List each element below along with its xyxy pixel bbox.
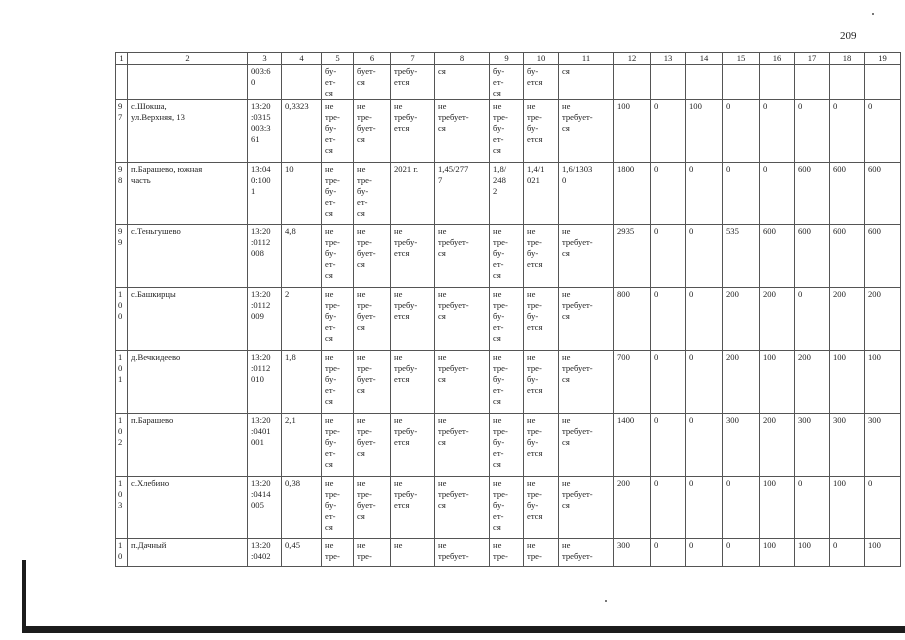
column-header-10: 10 xyxy=(524,53,559,65)
col11-cell: не требует- ся xyxy=(559,414,614,477)
col19-cell: 200 xyxy=(865,288,901,351)
area-cell: 2 xyxy=(282,288,322,351)
scan-speck xyxy=(605,600,607,602)
column-header-1: 1 xyxy=(116,53,128,65)
col14-cell: 0 xyxy=(686,539,723,567)
col12-cell: 300 xyxy=(614,539,651,567)
cadastral-number-cell: 003:6 0 xyxy=(248,65,282,100)
col17-cell: 0 xyxy=(795,288,830,351)
col11-cell: 1,6/1303 0 xyxy=(559,163,614,225)
area-cell: 10 xyxy=(282,163,322,225)
column-header-2: 2 xyxy=(128,53,248,65)
col18-cell: 200 xyxy=(830,288,865,351)
col5-cell: не тре- бу- ет- ся xyxy=(322,414,354,477)
table-row xyxy=(116,351,901,414)
table-body xyxy=(116,65,901,567)
column-header-19: 19 xyxy=(865,53,901,65)
settlement-name-cell xyxy=(128,65,248,100)
col14-cell: 0 xyxy=(686,288,723,351)
col9-cell: не тре- бу- ет- ся xyxy=(490,477,524,539)
cadastral-number-cell: 13:20 :0112 010 xyxy=(248,351,282,414)
col6-cell: не тре- бует- ся xyxy=(354,225,391,288)
col18-cell: 0 xyxy=(830,100,865,163)
col19-cell: 600 xyxy=(865,225,901,288)
col12-cell: 1400 xyxy=(614,414,651,477)
col8-cell: не требует- ся xyxy=(435,225,490,288)
col16-cell: 100 xyxy=(760,539,795,567)
settlement-name-cell: с.Хлебино xyxy=(128,477,248,539)
col7-cell: не требу- ется xyxy=(391,288,435,351)
col15-cell: 535 xyxy=(723,225,760,288)
col11-cell: не требует- ся xyxy=(559,225,614,288)
area-cell: 0,45 xyxy=(282,539,322,567)
col13-cell xyxy=(651,65,686,100)
col19-cell: 0 xyxy=(865,100,901,163)
col8-cell: не требует- ся xyxy=(435,351,490,414)
row-number-cell: 1 0 2 xyxy=(116,414,128,477)
col15-cell: 0 xyxy=(723,477,760,539)
col11-cell: не требует- ся xyxy=(559,288,614,351)
col19-cell xyxy=(865,65,901,100)
area-cell: 0,38 xyxy=(282,477,322,539)
col17-cell xyxy=(795,65,830,100)
col7-cell: 2021 г. xyxy=(391,163,435,225)
col9-cell: не тре- бу- ет- ся xyxy=(490,100,524,163)
col7-cell: не xyxy=(391,539,435,567)
col12-cell xyxy=(614,65,651,100)
col12-cell: 800 xyxy=(614,288,651,351)
column-header-5: 5 xyxy=(322,53,354,65)
col5-cell: не тре- xyxy=(322,539,354,567)
col12-cell: 100 xyxy=(614,100,651,163)
col6-cell: не тре- бует- ся xyxy=(354,414,391,477)
col15-cell: 0 xyxy=(723,163,760,225)
col8-cell: не требует- xyxy=(435,539,490,567)
col11-cell: не требует- ся xyxy=(559,477,614,539)
col17-cell: 100 xyxy=(795,539,830,567)
column-header-3: 3 xyxy=(248,53,282,65)
col18-cell: 0 xyxy=(830,539,865,567)
col19-cell: 300 xyxy=(865,414,901,477)
table-row xyxy=(116,163,901,225)
col17-cell: 300 xyxy=(795,414,830,477)
col15-cell xyxy=(723,65,760,100)
row-number-cell: 1 0 1 xyxy=(116,351,128,414)
col14-cell: 0 xyxy=(686,351,723,414)
settlement-name-cell: п.Барашево xyxy=(128,414,248,477)
col18-cell: 600 xyxy=(830,163,865,225)
column-header-6: 6 xyxy=(354,53,391,65)
row-number-cell: 1 0 3 xyxy=(116,477,128,539)
col18-cell: 300 xyxy=(830,414,865,477)
col19-cell: 100 xyxy=(865,539,901,567)
col16-cell: 200 xyxy=(760,414,795,477)
row-number-cell xyxy=(116,65,128,100)
col9-cell: бу- ет- ся xyxy=(490,65,524,100)
column-header-14: 14 xyxy=(686,53,723,65)
table-row xyxy=(116,100,901,163)
col10-cell: не тре- бу- ется xyxy=(524,351,559,414)
col13-cell: 0 xyxy=(651,351,686,414)
col11-cell: не требует- ся xyxy=(559,100,614,163)
col5-cell: не тре- бу- ет- ся xyxy=(322,288,354,351)
column-header-13: 13 xyxy=(651,53,686,65)
col10-cell: не тре- бу- ется xyxy=(524,288,559,351)
col13-cell: 0 xyxy=(651,539,686,567)
col15-cell: 0 xyxy=(723,100,760,163)
col13-cell: 0 xyxy=(651,414,686,477)
col13-cell: 0 xyxy=(651,477,686,539)
col10-cell: не тре- бу- ется xyxy=(524,225,559,288)
col5-cell: не тре- бу- ет- ся xyxy=(322,225,354,288)
cadastral-number-cell: 13:20 :0414 005 xyxy=(248,477,282,539)
col9-cell: не тре- xyxy=(490,539,524,567)
col8-cell: не требует- ся xyxy=(435,288,490,351)
column-header-15: 15 xyxy=(723,53,760,65)
col18-cell xyxy=(830,65,865,100)
col6-cell: бует- ся xyxy=(354,65,391,100)
col12-cell: 200 xyxy=(614,477,651,539)
data-table xyxy=(115,52,901,567)
col9-cell: не тре- бу- ет- ся xyxy=(490,288,524,351)
col19-cell: 600 xyxy=(865,163,901,225)
col16-cell: 600 xyxy=(760,225,795,288)
col16-cell: 100 xyxy=(760,351,795,414)
cadastral-number-cell: 13:20 :0315 003:3 61 xyxy=(248,100,282,163)
col17-cell: 600 xyxy=(795,225,830,288)
area-cell: 1,8 xyxy=(282,351,322,414)
area-cell xyxy=(282,65,322,100)
header-row xyxy=(116,53,901,65)
col6-cell: не тре- бует- ся xyxy=(354,100,391,163)
col15-cell: 300 xyxy=(723,414,760,477)
settlement-name-cell: п.Барашево, южная часть xyxy=(128,163,248,225)
area-cell: 0,3323 xyxy=(282,100,322,163)
col13-cell: 0 xyxy=(651,100,686,163)
col8-cell: не требует- ся xyxy=(435,477,490,539)
column-header-8: 8 xyxy=(435,53,490,65)
col17-cell: 0 xyxy=(795,100,830,163)
scan-speck xyxy=(872,13,874,15)
cadastral-number-cell: 13:04 0:100 1 xyxy=(248,163,282,225)
col16-cell: 0 xyxy=(760,100,795,163)
col18-cell: 100 xyxy=(830,477,865,539)
col8-cell: 1,45/277 7 xyxy=(435,163,490,225)
cadastral-number-cell: 13:20 :0112 008 xyxy=(248,225,282,288)
row-number-cell: 9 7 xyxy=(116,100,128,163)
col5-cell: не тре- бу- ет- ся xyxy=(322,163,354,225)
col14-cell: 0 xyxy=(686,414,723,477)
col10-cell: не тре- бу- ется xyxy=(524,477,559,539)
settlement-name-cell: п.Дачный xyxy=(128,539,248,567)
column-header-17: 17 xyxy=(795,53,830,65)
row-number-cell: 9 8 xyxy=(116,163,128,225)
table-row xyxy=(116,225,901,288)
page-number: 209 xyxy=(840,30,857,42)
col18-cell: 100 xyxy=(830,351,865,414)
col13-cell: 0 xyxy=(651,163,686,225)
column-header-9: 9 xyxy=(490,53,524,65)
col16-cell: 0 xyxy=(760,163,795,225)
col9-cell: не тре- бу- ет- ся xyxy=(490,351,524,414)
column-header-7: 7 xyxy=(391,53,435,65)
col8-cell: не требует- ся xyxy=(435,100,490,163)
col10-cell: 1,4/1 021 xyxy=(524,163,559,225)
col7-cell: не требу- ется xyxy=(391,414,435,477)
cadastral-number-cell: 13:20 :0402 xyxy=(248,539,282,567)
col12-cell: 2935 xyxy=(614,225,651,288)
cadastral-number-cell: 13:20 :0401 001 xyxy=(248,414,282,477)
col14-cell: 100 xyxy=(686,100,723,163)
col14-cell xyxy=(686,65,723,100)
column-header-11: 11 xyxy=(559,53,614,65)
col16-cell: 200 xyxy=(760,288,795,351)
col6-cell: не тре- бует- ся xyxy=(354,351,391,414)
row-number-cell: 9 9 xyxy=(116,225,128,288)
table-row xyxy=(116,539,901,567)
cadastral-number-cell: 13:20 :0112 009 xyxy=(248,288,282,351)
area-cell: 2,1 xyxy=(282,414,322,477)
col13-cell: 0 xyxy=(651,225,686,288)
col19-cell: 100 xyxy=(865,351,901,414)
col5-cell: бу- ет- ся xyxy=(322,65,354,100)
col11-cell: ся xyxy=(559,65,614,100)
col16-cell: 100 xyxy=(760,477,795,539)
col11-cell: не требует- xyxy=(559,539,614,567)
settlement-name-cell: с.Башкирцы xyxy=(128,288,248,351)
col7-cell: требу- ется xyxy=(391,65,435,100)
col10-cell: бу- ется xyxy=(524,65,559,100)
col18-cell: 600 xyxy=(830,225,865,288)
col10-cell: не тре- бу- ется xyxy=(524,100,559,163)
col7-cell: не требу- ется xyxy=(391,225,435,288)
settlement-name-cell: с.Теньгушево xyxy=(128,225,248,288)
col8-cell: не требует- ся xyxy=(435,414,490,477)
col5-cell: не тре- бу- ет- ся xyxy=(322,351,354,414)
row-number-cell: 1 0 xyxy=(116,539,128,567)
col12-cell: 1800 xyxy=(614,163,651,225)
table-row xyxy=(116,477,901,539)
col13-cell: 0 xyxy=(651,288,686,351)
col15-cell: 200 xyxy=(723,288,760,351)
col15-cell: 200 xyxy=(723,351,760,414)
col10-cell: не тре- бу- ется xyxy=(524,414,559,477)
table-row xyxy=(116,288,901,351)
column-header-18: 18 xyxy=(830,53,865,65)
col5-cell: не тре- бу- ет- ся xyxy=(322,100,354,163)
col7-cell: не требу- ется xyxy=(391,351,435,414)
col9-cell: 1,8/ 248 2 xyxy=(490,163,524,225)
col8-cell: ся xyxy=(435,65,490,100)
col7-cell: не требу- ется xyxy=(391,477,435,539)
col14-cell: 0 xyxy=(686,477,723,539)
col14-cell: 0 xyxy=(686,225,723,288)
col7-cell: не требу- ется xyxy=(391,100,435,163)
col15-cell: 0 xyxy=(723,539,760,567)
area-cell: 4,8 xyxy=(282,225,322,288)
col9-cell: не тре- бу- ет- ся xyxy=(490,225,524,288)
col6-cell: не тре- бует- ся xyxy=(354,477,391,539)
row-number-cell: 1 0 0 xyxy=(116,288,128,351)
table-row xyxy=(116,65,901,100)
col17-cell: 600 xyxy=(795,163,830,225)
col17-cell: 0 xyxy=(795,477,830,539)
column-header-12: 12 xyxy=(614,53,651,65)
col6-cell: не тре- бу- ет- ся xyxy=(354,163,391,225)
col5-cell: не тре- бу- ет- ся xyxy=(322,477,354,539)
col17-cell: 200 xyxy=(795,351,830,414)
col6-cell: не тре- бует- ся xyxy=(354,288,391,351)
settlement-name-cell: с.Шокша, ул.Верхняя, 13 xyxy=(128,100,248,163)
data-table-container xyxy=(115,52,901,567)
col14-cell: 0 xyxy=(686,163,723,225)
settlement-name-cell: д.Вечкидеево xyxy=(128,351,248,414)
table-row xyxy=(116,414,901,477)
col12-cell: 700 xyxy=(614,351,651,414)
column-header-16: 16 xyxy=(760,53,795,65)
col16-cell xyxy=(760,65,795,100)
scan-bottom-border xyxy=(22,626,905,633)
col10-cell: не тре- xyxy=(524,539,559,567)
col19-cell: 0 xyxy=(865,477,901,539)
col9-cell: не тре- бу- ет- ся xyxy=(490,414,524,477)
col11-cell: не требует- ся xyxy=(559,351,614,414)
scan-edge-shadow xyxy=(22,560,26,628)
column-header-4: 4 xyxy=(282,53,322,65)
col6-cell: не тре- xyxy=(354,539,391,567)
